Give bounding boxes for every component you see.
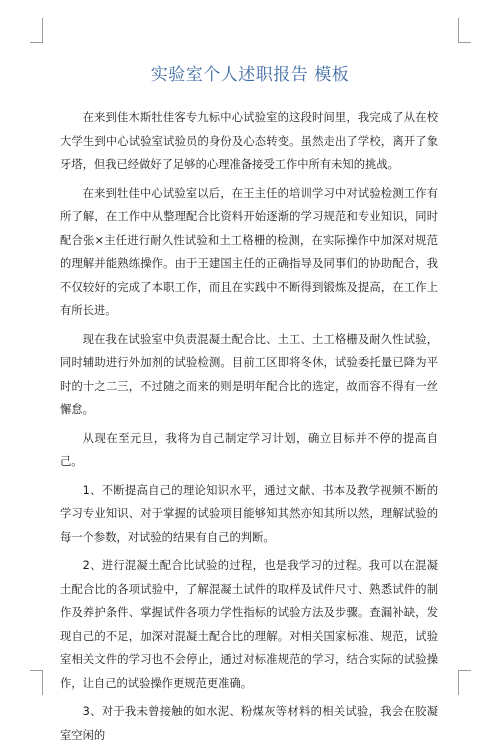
crop-mark-top-right xyxy=(458,18,471,43)
paragraph-item-3: 3、对于我未曾接触的如水泥、粉煤灰等材料的相关试验，我会在胶凝室空闲的 xyxy=(60,705,438,742)
paragraph-plan: 从现在至元旦，我将为自己制定学习计划，确立目标并不停的提高自己。 xyxy=(60,431,438,468)
paragraph-intro: 在来到佳木斯牡佳客专九标中心试验室的这段时间里，我完成了从在校大学生到中心试验室试验员的身份及心态转变。虽然走出了学校，离开了象牙塔，但我已经做好了足够的心理准备接受工作中所有未知的挑战。 xyxy=(60,111,438,171)
crop-mark-bottom-right xyxy=(458,670,471,695)
paragraph-item-2: 2、进行混凝土配合比试验的过程，也是我学习的过程。我可以在混凝土配合比的各项试验中，了解混凝土试件的取样及试件尺寸、熟悉试件的制作及养护条件、掌握试件各项力学性指标的试验方法及步骤。查漏补缺，发现自己的不足，加深对混凝土配合比的理解。对相关国家标准、规范，试验室相关文件的学习也不会停止，通过对标准规范的学习，结合实际的试验操作，让自己的试验操作更规范更准确。 xyxy=(60,559,438,690)
paragraph-training: 在来到牡佳中心试验室以后，在王主任的培训学习中对试验检测工作有所了解，在工作中从整理配合比资料开始逐渐的学习规范和专业知识，同时配合张×主任进行耐久性试验和土工格栅的检测，在实际操作中加深对规范的理解并能熟练操作。由于王建国主任的正确指导及同事们的协助配合，我不仅较好的完成了本职工作，而且在实践中不断得到锻炼及提高，在工作上有所长进。 xyxy=(60,186,438,317)
crop-mark-bottom-left xyxy=(30,670,43,695)
document-body xyxy=(60,106,438,752)
document-title: 实验室个人述职报告 模板 xyxy=(150,65,350,85)
paragraph-item-1: 1、不断提高自己的理论知识水平，通过文献、书本及教学视频不断的学习专业知识、对于掌握的试验项目能够知其然亦知其所以然，理解试验的每一个参数，对试验的结果有自己的判断。 xyxy=(60,483,438,544)
crop-mark-top-left xyxy=(30,18,43,43)
paragraph-current-duties: 现在我在试验室中负责混凝土配合比、土工、土工格栅及耐久性试验，同时辅助进行外加剂的试验检测。目前工区即将冬休，试验委托量已降为平时的十之二三，不过随之而来的则是明年配合比的选定，故而容不得有一丝懈怠。 xyxy=(60,332,438,416)
